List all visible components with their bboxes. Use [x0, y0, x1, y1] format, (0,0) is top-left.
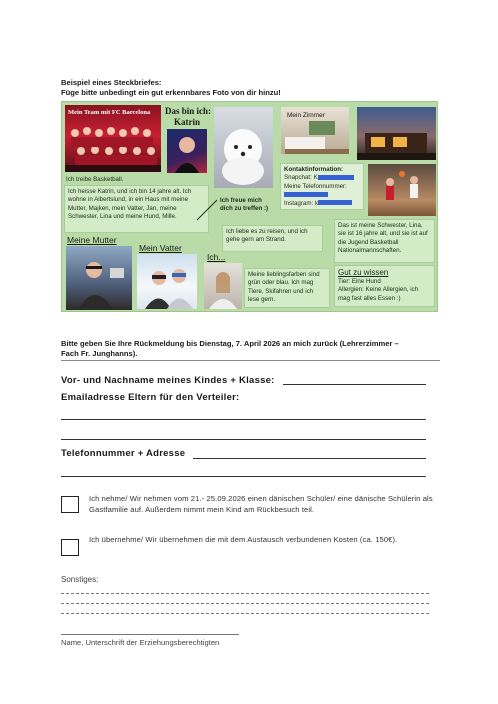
father-photo-image — [137, 254, 197, 309]
phone-value — [284, 191, 360, 199]
house-photo — [357, 107, 436, 160]
team-photo — [65, 105, 161, 172]
other-line-1[interactable] — [61, 593, 429, 594]
costs-text: Ich übernehme/ Wir übernehmen die mit dem Austausch verbundenen Kosten (ca. 150€). — [89, 535, 398, 544]
email-label: Emailadresse Eltern für den Verteiler: — [61, 392, 240, 403]
arrow-line — [195, 198, 219, 222]
portrait-photo-image — [167, 129, 207, 173]
good-to-know-title: Gut zu wissen — [338, 268, 389, 277]
host-family-checkbox[interactable] — [61, 496, 79, 513]
email-input-line-2[interactable] — [61, 439, 426, 440]
good-to-know-box — [334, 265, 435, 307]
travel-text: Ich liebe es zu reisen, und ich gehe gern am Strand. — [226, 228, 308, 244]
other-label: Sonstiges: — [61, 575, 99, 584]
dog-photo-image — [214, 107, 273, 188]
child-name-label: Vor- und Nachname meines Kindes + Klasse: — [61, 375, 275, 386]
deadline-line2: Fach Fr. Junghanns). — [61, 349, 138, 358]
signature-line[interactable] — [61, 634, 239, 635]
name-title: Katrin — [174, 117, 200, 127]
allergy-text: Allergien: Keine Allergien, ich mag fast alles Essen :) — [338, 286, 419, 302]
ich-photo-image — [204, 263, 242, 309]
sister-game-photo — [368, 164, 436, 216]
signature-label: Name, Unterschrift der Erziehungsberechtigten — [61, 638, 220, 647]
room-title: Mein Zimmer — [287, 112, 325, 119]
sister-box — [334, 219, 435, 263]
team-photo-title: Mein Team mit FC Barcelona — [68, 109, 151, 116]
example-heading: Beispiel eines Steckbriefes: — [61, 78, 162, 87]
deadline-line1: Bitte geben Sie Ihre Rückmeldung bis Dienstag, 7. April 2026 an mich zurück (Lehrerzimmer – — [61, 339, 399, 348]
photo-instruction: Füge bitte unbedingt ein gut erkennbares Foto von dir hinzu! — [61, 88, 281, 97]
email-input-line-1[interactable] — [61, 419, 426, 420]
favorites-text: Meine lieblingsfarben sind grün oder blau. Ich mag Tiere, Skifahren und ich lese gern. — [248, 271, 320, 304]
favorites-box — [244, 268, 330, 308]
mother-photo — [66, 246, 132, 310]
redaction-bar — [318, 175, 354, 180]
room-photo — [281, 107, 349, 154]
costs-checkbox[interactable] — [61, 539, 79, 556]
mother-photo-image — [66, 246, 132, 310]
phone-row: Meine Telefonnummer: — [284, 182, 347, 190]
ich-title: Ich... — [207, 252, 226, 262]
travel-box — [222, 225, 323, 252]
steckbrief-poster — [61, 101, 438, 312]
freue-caption: Ich freue mich dich zu treffen :) — [220, 197, 269, 212]
sister-game-photo-image — [368, 164, 436, 216]
das-bin-ich-title: Das bin ich: — [165, 106, 212, 116]
phone-address-label: Telefonnummer + Adresse — [61, 448, 186, 459]
redaction-bar — [284, 192, 328, 197]
father-photo — [137, 254, 197, 309]
contact-box — [280, 163, 364, 210]
child-name-input-line[interactable] — [283, 384, 426, 385]
house-photo-image — [357, 107, 436, 160]
snapchat-row: Snapchat: K — [284, 174, 360, 182]
father-title: Mein Vatter — [139, 243, 182, 253]
contact-title: Kontaktinformation: — [284, 166, 344, 173]
mother-title: Meine Mutter — [67, 235, 117, 245]
phone-address-input-line-1[interactable] — [193, 458, 426, 459]
redaction-bar — [318, 200, 352, 205]
intro-box — [64, 185, 209, 233]
dog-photo — [214, 107, 273, 188]
ich-photo — [204, 263, 242, 309]
phone-address-input-line-2[interactable] — [61, 476, 426, 477]
other-line-2[interactable] — [61, 603, 429, 604]
other-line-3[interactable] — [61, 613, 429, 614]
intro-text: Ich heisse Katrin, und ich bin 14 jahre alt. Ich wohne in Albertslund, in ein Haus mit meine Mutter, Majken, mein Vatter, Jan, meine Schwester, Lina und meine Hund, Mille. — [68, 188, 192, 221]
portrait-photo — [167, 129, 207, 173]
pet-text: Tier: Eine Hund — [338, 278, 381, 285]
host-family-text: Ich nehme/ Wir nehmen vom 21.- 25.09.2026 einen dänischen Schüler/ eine dänische Schülerin als Gastfamilie auf. Außerdem nimmt mein Kind am Rückbesuch teil. — [89, 494, 433, 514]
basketball-caption: Ich treibe Basketball. — [66, 176, 124, 183]
sister-text: Das ist meine Schwester, Lina, sie ist 16 jahre alt, und sie ist auf die Jugend Basketball Nationalmannschaften. — [338, 222, 428, 255]
separator — [61, 360, 440, 361]
instagram-row: Instagram: k — [284, 200, 360, 208]
